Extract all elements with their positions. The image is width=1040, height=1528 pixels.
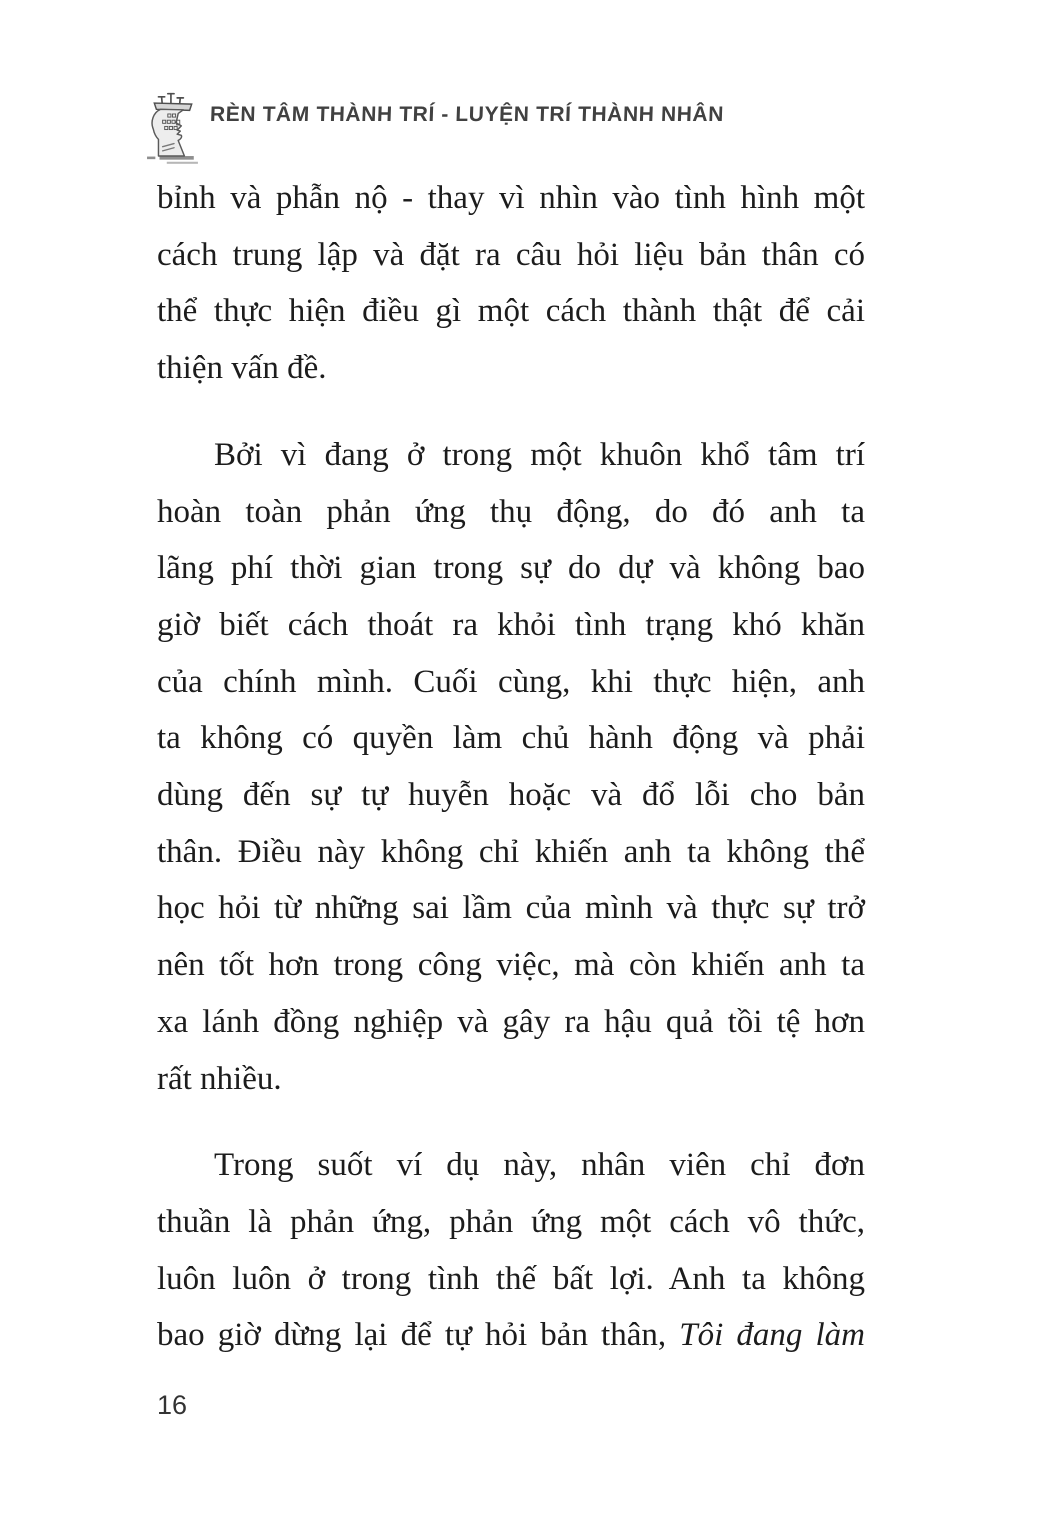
text-line: của chính mình. Cuối cùng, khi thực hiện, anh bbox=[157, 663, 865, 700]
text-line: luôn luôn ở trong tình thế bất lợi. Anh ta không bbox=[157, 1260, 865, 1297]
page-header bbox=[146, 90, 724, 166]
text-line: bỉnh và phẫn nộ - thay vì nhìn vào tình hình một bbox=[157, 180, 865, 216]
body-text bbox=[157, 170, 865, 1364]
text-line: thiện vấn đề. bbox=[157, 350, 327, 387]
text-line: cách trung lập và đặt ra câu hỏi liệu bản thân có bbox=[157, 236, 865, 273]
paragraph bbox=[157, 1137, 865, 1364]
text-line: rất nhiều. bbox=[157, 1060, 282, 1097]
text-line: nên tốt hơn trong công việc, mà còn khiến anh ta bbox=[157, 947, 865, 984]
text-line: Bởi vì đang ở trong một khuôn khổ tâm trí bbox=[214, 436, 865, 473]
text-line: học hỏi từ những sai lầm của mình và thực sự trở bbox=[157, 890, 865, 927]
text-line: ta không có quyền làm chủ hành động và phải bbox=[157, 720, 865, 757]
italic-text-segment: Tôi đang làm bbox=[679, 1317, 865, 1354]
text-line: hoàn toàn phản ứng thụ động, do đó anh ta bbox=[157, 493, 865, 530]
running-head-title: RÈN TÂM THÀNH TRÍ - LUYỆN TRÍ THÀNH NHÂN bbox=[209, 103, 725, 126]
text-line: dùng đến sự tự huyễn hoặc và đổ lỗi cho bản bbox=[157, 777, 865, 814]
text-line: xa lánh đồng nghiệp và gây ra hậu quả tồi tệ hơn bbox=[157, 1003, 865, 1040]
text-line bbox=[157, 1307, 865, 1364]
head-with-pins-logo-icon bbox=[146, 90, 200, 166]
text-segment: bao giờ dừng lại để tự hỏi bản thân, bbox=[157, 1317, 680, 1354]
text-line: lãng phí thời gian trong sự do dự và không bao bbox=[157, 550, 865, 587]
text-line: thân. Điều này không chỉ khiến anh ta không thể bbox=[157, 833, 865, 870]
paragraph bbox=[157, 170, 865, 397]
text-line: thuần là phản ứng, phản ứng một cách vô thức, bbox=[157, 1203, 865, 1240]
page-number: 16 bbox=[157, 1390, 188, 1420]
text-line: giờ biết cách thoát ra khỏi tình trạng khó khăn bbox=[157, 606, 865, 643]
text-line: thể thực hiện điều gì một cách thành thật để cải bbox=[157, 293, 865, 330]
text-line: Trong suốt ví dụ này, nhân viên chỉ đơn bbox=[214, 1147, 865, 1184]
paragraph bbox=[157, 427, 865, 1107]
